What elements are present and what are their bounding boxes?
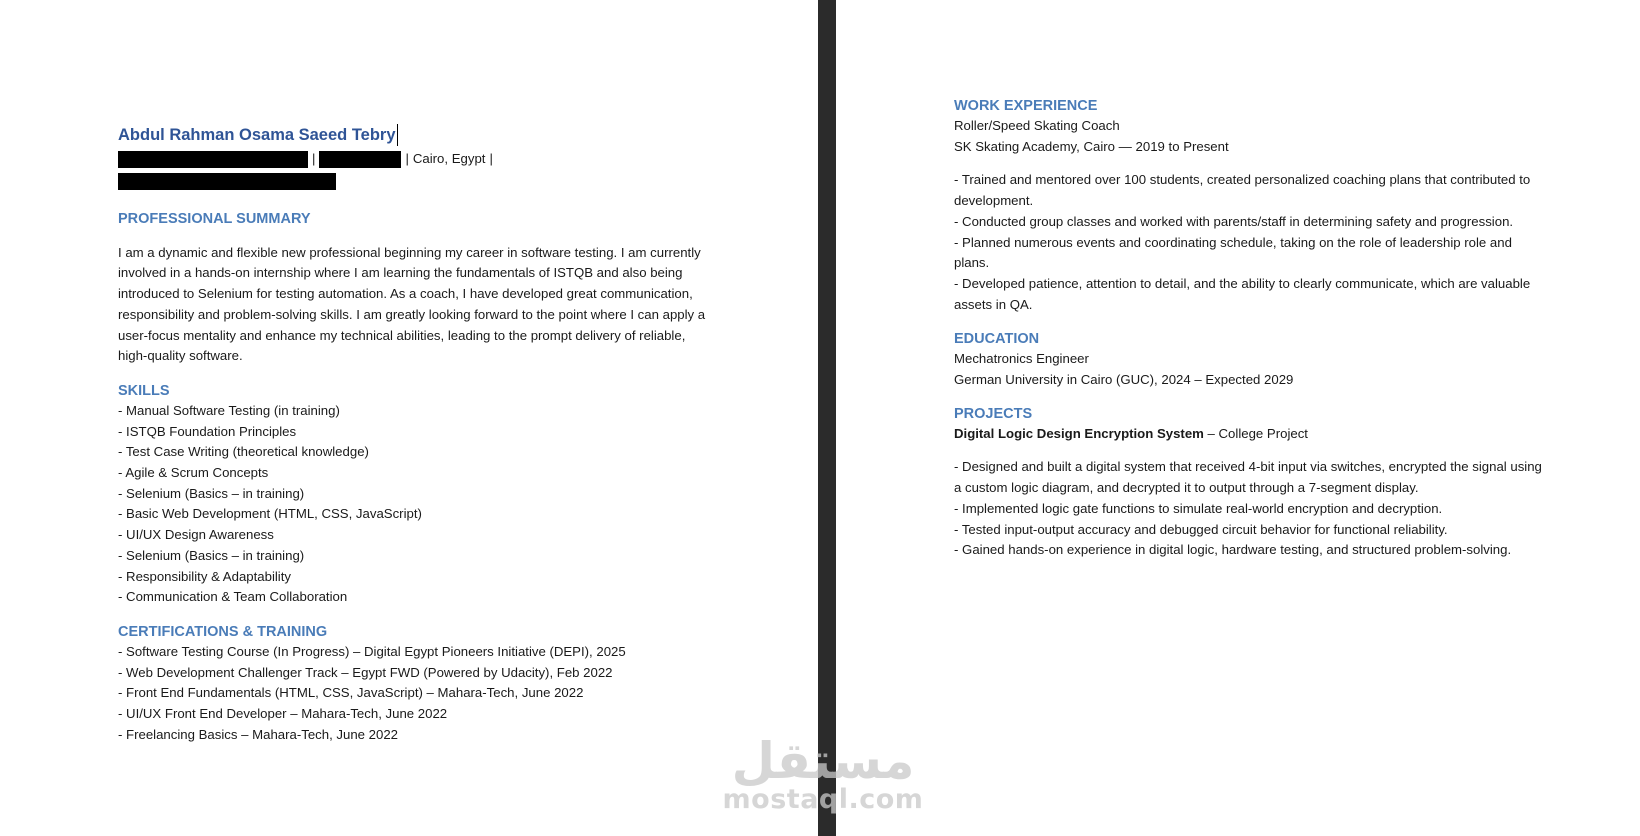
list-item: - Selenium (Basics – in training) [118,485,305,501]
job-role: Roller/Speed Skating Coach [954,118,1120,133]
education-degree: Mechatronics Engineer [954,351,1089,367]
watermark-url: mostaql.com [722,784,924,815]
skills-list [118,401,708,608]
redacted-email [319,151,401,168]
project-type: – College Project [1203,425,1308,441]
work-bullets [954,170,1544,315]
certifications-list [118,642,708,746]
list-item: - Conducted group classes and worked with parents/staff in determining safety and progression. [954,213,1514,229]
education-heading: EDUCATION [954,331,1040,348]
list-item: - Developed patience, attention to detail, and the ability to clearly communicate, which are valuable assets in QA. [954,275,1531,312]
job-organization: SK Skating Academy, Cairo — 2019 to Present [954,138,1229,154]
list-item: - UI/UX Front End Developer – Mahara-Tech, June 2022 [118,706,448,722]
list-item: - UI/UX Design Awareness [118,527,274,543]
list-item: - ISTQB Foundation Principles [118,423,297,439]
page-2-content [954,96,1544,561]
list-item: - Test Case Writing (theoretical knowledge) [118,444,369,460]
list-item: - Designed and built a digital system that received 4-bit input via switches, encrypted the signal using a custom logic diagram, and decrypted it to output through a 7-segment display. [954,459,1542,496]
list-item: - Web Development Challenger Track – Egypt FWD (Powered by Udacity), Feb 2022 [118,664,613,680]
project-bullets [954,457,1544,561]
list-item: - Software Testing Course (In Progress) – Digital Egypt Pioneers Initiative (DEPI), 2025 [118,643,626,659]
contact-location: Cairo, Egypt [412,151,486,167]
page-divider [818,0,836,836]
redacted-phone [118,151,308,168]
list-item: - Planned numerous events and coordinating schedule, taking on the role of leadership role and plans. [954,234,1512,271]
candidate-name[interactable]: Abdul Rahman Osama Saeed Tebry [118,126,396,144]
resume-page-2 [836,0,1640,836]
mostaql-watermark [718,732,928,815]
contact-separator: | [312,151,316,167]
projects-heading: PROJECTS [954,405,1033,422]
contact-separator: | [489,151,493,167]
list-item: - Communication & Team Collaboration [118,589,348,605]
project-title-line [954,424,1544,445]
list-item: - Agile & Scrum Concepts [118,465,269,481]
resume-page-1 [0,0,818,836]
list-item: - Freelancing Basics – Mahara-Tech, June 2022 [118,726,399,742]
list-item: - Implemented logic gate functions to simulate real-world encryption and decryption. [954,500,1443,516]
list-item: - Gained hands-on experience in digital logic, hardware testing, and structured problem-solving. [954,542,1512,558]
summary-heading: PROFESSIONAL SUMMARY [118,210,311,227]
work-experience-heading: WORK EXPERIENCE [954,98,1098,114]
list-item: - Tested input-output accuracy and debugged circuit behavior for functional reliability. [954,521,1448,537]
list-item: - Basic Web Development (HTML, CSS, JavaScript) [118,506,422,522]
list-item: - Manual Software Testing (in training) [118,402,340,418]
list-item: - Responsibility & Adaptability [118,568,291,584]
project-title: Digital Logic Design Encryption System [954,425,1204,441]
redacted-link [118,173,336,190]
list-item: - Selenium (Basics – in training) [118,547,305,563]
certifications-heading: CERTIFICATIONS & TRAINING [118,623,328,640]
contact-line [118,149,708,171]
watermark-logo: مستقل [731,732,915,790]
education-school: German University in Cairo (GUC), 2024 – Expected 2029 [954,372,1294,388]
contact-separator: | [405,151,409,167]
skills-heading: SKILLS [118,382,170,399]
list-item: - Front End Fundamentals (HTML, CSS, JavaScript) – Mahara-Tech, June 2022 [118,685,584,701]
contact-line-2 [118,171,708,193]
list-item: - Trained and mentored over 100 students, created personalized coaching plans that contributed to development. [954,172,1531,209]
page-1-content [118,124,708,745]
summary-text: I am a dynamic and flexible new professional beginning my career in software testing. I am currently involved in a hands-on internship where I am learning the fundamentals of ISTQB and also being introduced to Selenium for testing automation. As a coach, I have developed great communication, responsibility and problem-solving skills. I am greatly looking forward to the point where I can apply a user-focus mentality and enhance my technical abilities, leading to the prompt delivery of reliable, high-quality software. [118,244,706,364]
